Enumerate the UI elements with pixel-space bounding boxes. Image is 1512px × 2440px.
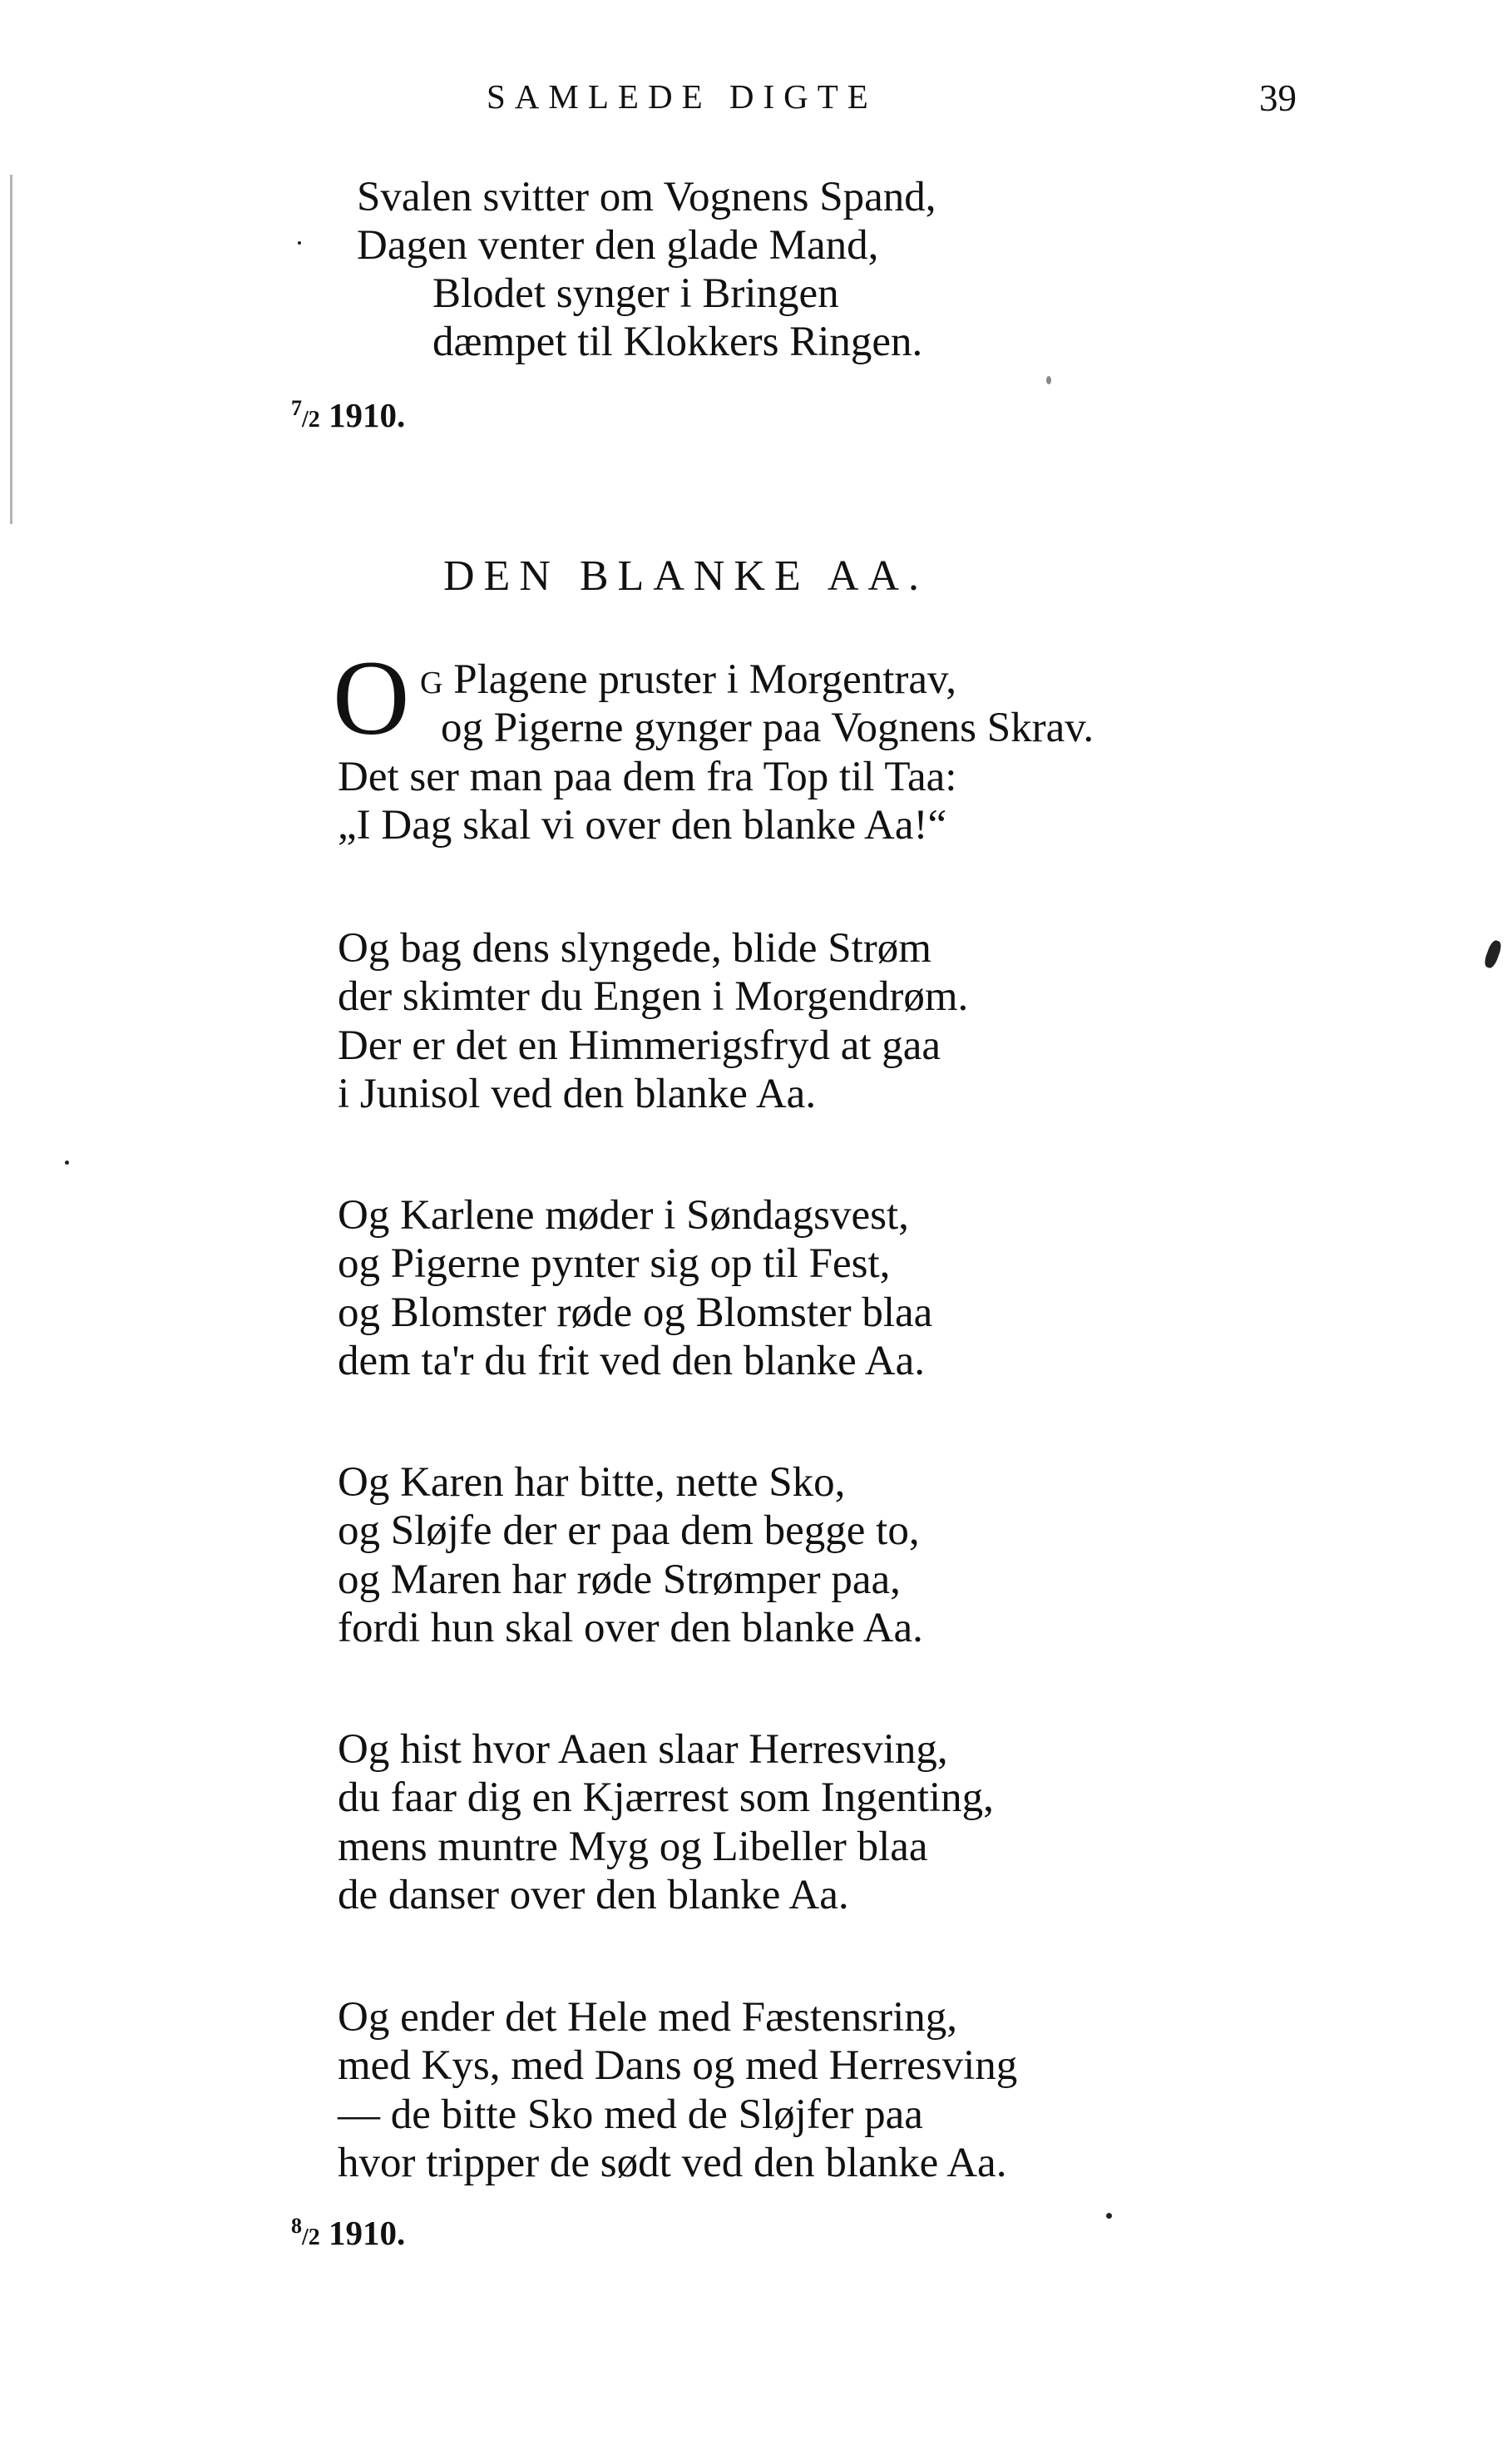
poem-line: dæmpet til Klokkers Ringen. [432,319,923,365]
poem-line: hvor tripper de sødt ved den blanke Aa. [338,2140,1007,2186]
first-line-rest: Plagene pruster i Morgentrav, [442,656,956,703]
poem-line: i Junisol ved den blanke Aa. [338,1071,817,1117]
ink-speck [1106,2213,1112,2219]
date-year: 1910. [329,2214,406,2252]
poem-line: og Maren har røde Strømper paa, [338,1557,901,1603]
poem-line: Blodet synger i Bringen [432,270,839,317]
date-year: 1910. [329,396,406,434]
poem-line: Og hist hvor Aaen slaar Herresving, [338,1726,948,1773]
date-month: 2 [308,2225,320,2250]
poem-line: Dagen venter den glade Mand, [357,222,879,269]
poem-line [420,656,956,703]
ink-blot [1483,939,1504,970]
poem-line: Svalen svitter om Vognens Spand, [357,174,936,220]
date-month: 2 [308,407,320,433]
ink-speck [65,1161,69,1165]
poem-line: og Pigerne pynter sig op til Fest, [338,1240,891,1287]
poem-line: og Sløjfe der er paa dem begge to, [338,1507,920,1554]
poem-line: Der er det en Himmerigsfryd at gaa [338,1022,941,1069]
poem-line: Og ender det Hele med Fæstensring, [338,1994,958,2041]
ink-speck [1046,376,1051,384]
poem-line: Og Karen har bitte, nette Sko, [338,1459,846,1506]
poem-line: Og Karlene møder i Søndagsvest, [338,1192,909,1239]
poem-line: mens muntre Myg og Libeller blaa [338,1824,928,1870]
poem-line: fordi hun skal over den blanke Aa. [338,1605,923,1651]
poem-line: „I Dag skal vi over den blanke Aa!“ [338,802,947,849]
page-number: 39 [1259,77,1297,119]
scan-edge-shadow [10,175,12,524]
poem-line: Og bag dens slyngede, blide Strøm [338,925,931,972]
poem-line: dem ta'r du frit ved den blanke Aa. [338,1338,925,1384]
poem-line: Det ser man paa dem fra Top til Taa: [338,754,957,800]
date-day: 7 [291,396,302,420]
drop-cap: O [333,639,410,757]
date-slash: / [302,2225,309,2250]
poem-line: og Blomster røde og Blomster blaa [338,1289,933,1336]
poem-title: DEN BLANKE AA. [443,552,928,600]
poem-date [291,395,405,435]
poem-line: og Pigerne gynger paa Vognens Skrav. [441,705,1094,751]
poem-line: — de bitte Sko med de Sløjfer paa [338,2091,923,2138]
poem-date [291,2213,405,2253]
poem-line: de danser over den blanke Aa. [338,1872,849,1918]
running-title: SAMLEDE DIGTE [487,77,877,116]
date-slash: / [302,407,309,433]
ink-speck [298,241,301,245]
poem-line: med Kys, med Dans og med Herresving [338,2042,1018,2089]
date-day: 8 [291,2214,302,2238]
poem-line: du faar dig en Kjærrest som Ingenting, [338,1774,994,1821]
small-caps: G [420,666,443,700]
poem-line: der skimter du Engen i Morgendrøm. [338,973,969,1020]
